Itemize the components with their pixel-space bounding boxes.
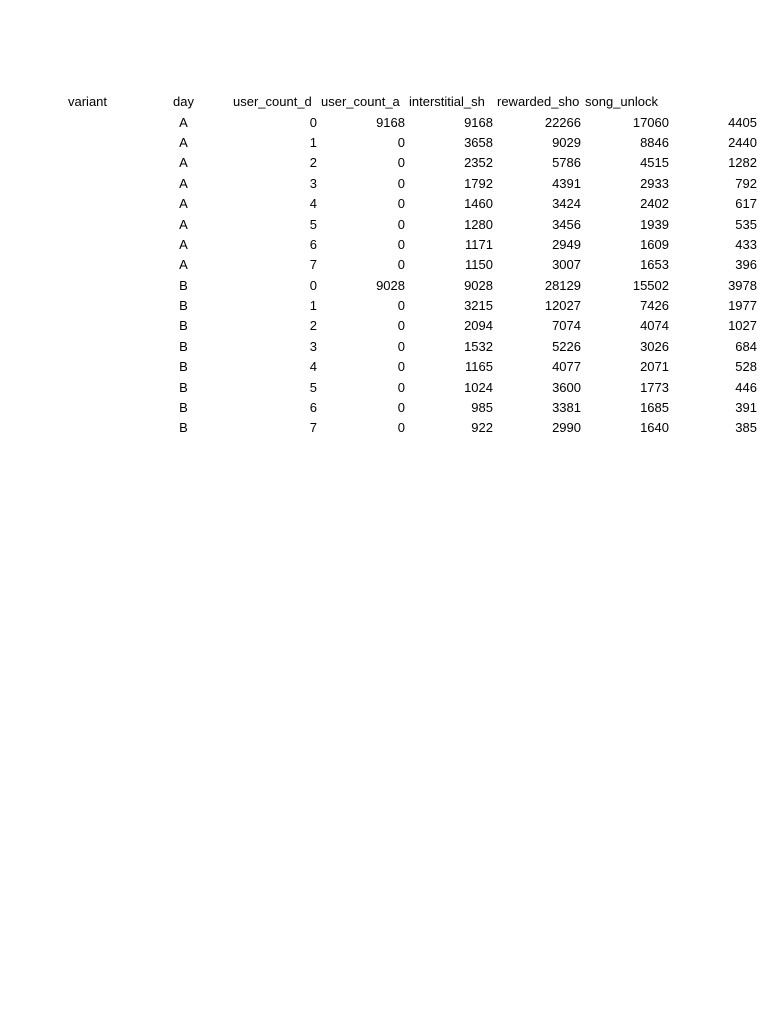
- cell-rewarded-sho: 15502: [632, 277, 669, 293]
- cell-user-count-d: 0: [397, 196, 405, 212]
- cell-user-count-a: 2094: [464, 318, 493, 334]
- cell-day: 0: [309, 277, 317, 293]
- table-row: [66, 235, 759, 255]
- table-row: [66, 418, 759, 438]
- cell-interstitial-sh: 3381: [552, 400, 581, 416]
- cell-song-unlock: 528: [735, 359, 757, 375]
- data-table: [66, 92, 759, 439]
- cell-day: 3: [309, 175, 317, 191]
- cell-rewarded-sho: 2402: [640, 196, 669, 212]
- cell-day: 1: [309, 298, 317, 314]
- table-row: [66, 377, 759, 397]
- cell-variant: B: [179, 420, 188, 436]
- cell-song-unlock: 4405: [728, 114, 757, 130]
- cell-rewarded-sho: 1640: [640, 420, 669, 436]
- cell-rewarded-sho: 1609: [640, 236, 669, 252]
- cell-song-unlock: 2440: [728, 134, 757, 150]
- header-song-unlock: song_unlock: [585, 94, 658, 110]
- empty-cell: [66, 337, 136, 357]
- table-row: [66, 112, 759, 132]
- empty-cell: [66, 377, 136, 397]
- cell-user-count-a: 1792: [464, 175, 493, 191]
- cell-user-count-a: 1171: [465, 236, 493, 252]
- empty-cell: [66, 316, 136, 336]
- cell-user-count-d: 0: [397, 318, 405, 334]
- cell-interstitial-sh: 22266: [544, 114, 581, 130]
- cell-user-count-d: 0: [397, 134, 405, 150]
- table-row: [66, 316, 759, 336]
- cell-rewarded-sho: 1653: [640, 257, 669, 273]
- cell-day: 0: [309, 114, 317, 130]
- cell-user-count-d: 0: [397, 400, 405, 416]
- cell-day: 7: [309, 420, 317, 436]
- cell-user-count-a: 2352: [464, 155, 493, 171]
- cell-variant: A: [179, 196, 188, 212]
- cell-user-count-a: 1280: [464, 216, 493, 232]
- cell-user-count-d: 9168: [376, 114, 405, 130]
- cell-interstitial-sh: 4077: [552, 359, 581, 375]
- cell-user-count-a: 9028: [464, 277, 493, 293]
- cell-interstitial-sh: 7074: [552, 318, 581, 334]
- cell-interstitial-sh: 5786: [552, 155, 581, 171]
- cell-variant: B: [179, 338, 188, 354]
- table-body: [66, 92, 759, 439]
- cell-song-unlock: 792: [735, 175, 757, 191]
- cell-variant: B: [179, 379, 188, 395]
- cell-user-count-a: 9168: [464, 114, 493, 130]
- header-variant: variant: [68, 94, 108, 110]
- empty-cell: [66, 214, 136, 234]
- cell-rewarded-sho: 4515: [640, 155, 669, 171]
- cell-day: 5: [309, 216, 317, 232]
- empty-cell: [66, 398, 136, 418]
- cell-user-count-a: 985: [471, 400, 493, 416]
- cell-user-count-a: 1532: [464, 338, 493, 354]
- cell-user-count-d: 0: [397, 420, 405, 436]
- cell-variant: B: [179, 318, 188, 334]
- cell-rewarded-sho: 4074: [640, 318, 669, 334]
- cell-day: 4: [309, 196, 317, 212]
- cell-variant: A: [179, 134, 188, 150]
- cell-variant: A: [179, 216, 188, 232]
- header-interstitial-sh: interstitial_sh: [409, 94, 485, 110]
- cell-rewarded-sho: 1773: [640, 379, 669, 395]
- cell-user-count-a: 1150: [465, 257, 493, 273]
- empty-cell: [66, 194, 136, 214]
- header-day: day: [173, 94, 194, 110]
- cell-day: 1: [309, 134, 317, 150]
- empty-cell: [66, 357, 136, 377]
- empty-cell: [671, 92, 759, 112]
- cell-user-count-a: 1024: [464, 379, 493, 395]
- cell-variant: B: [179, 400, 188, 416]
- spreadsheet-page: [66, 92, 759, 439]
- cell-user-count-d: 0: [397, 175, 405, 191]
- table-row: [66, 255, 759, 275]
- table-row: [66, 296, 759, 316]
- cell-interstitial-sh: 12027: [544, 298, 581, 314]
- cell-day: 2: [309, 155, 317, 171]
- cell-day: 6: [309, 400, 317, 416]
- cell-rewarded-sho: 2933: [640, 175, 669, 191]
- empty-cell: [66, 418, 136, 438]
- cell-song-unlock: 446: [735, 379, 757, 395]
- table-row: [66, 133, 759, 153]
- cell-rewarded-sho: 8846: [640, 134, 669, 150]
- cell-song-unlock: 1282: [728, 155, 757, 171]
- cell-song-unlock: 391: [735, 400, 757, 416]
- table-row: [66, 174, 759, 194]
- table-row: [66, 153, 759, 173]
- cell-user-count-d: 0: [397, 379, 405, 395]
- cell-song-unlock: 1977: [728, 298, 757, 314]
- cell-day: 5: [309, 379, 317, 395]
- cell-user-count-a: 3215: [464, 298, 493, 314]
- cell-interstitial-sh: 3424: [552, 196, 581, 212]
- cell-song-unlock: 617: [735, 196, 757, 212]
- cell-rewarded-sho: 2071: [640, 359, 669, 375]
- cell-interstitial-sh: 3007: [552, 257, 581, 273]
- cell-variant: A: [179, 257, 188, 273]
- header-rewarded-sho: rewarded_sho: [497, 94, 580, 110]
- cell-variant: A: [179, 175, 188, 191]
- table-row: [66, 357, 759, 377]
- cell-user-count-d: 0: [397, 359, 405, 375]
- cell-variant: B: [179, 359, 188, 375]
- cell-day: 4: [309, 359, 317, 375]
- cell-user-count-d: 9028: [376, 277, 405, 293]
- cell-user-count-a: 3658: [464, 134, 493, 150]
- cell-song-unlock: 396: [735, 257, 757, 273]
- table-row: [66, 276, 759, 296]
- cell-rewarded-sho: 17060: [632, 114, 669, 130]
- cell-day: 6: [309, 236, 317, 252]
- cell-user-count-d: 0: [397, 216, 405, 232]
- empty-cell: [66, 153, 136, 173]
- header-user-count-a: user_count_a: [321, 94, 400, 110]
- header-row: [66, 92, 759, 112]
- cell-interstitial-sh: 2990: [552, 420, 581, 436]
- cell-song-unlock: 3978: [728, 277, 757, 293]
- cell-interstitial-sh: 5226: [552, 338, 581, 354]
- cell-rewarded-sho: 1685: [640, 400, 669, 416]
- cell-variant: A: [179, 155, 188, 171]
- cell-user-count-a: 922: [471, 420, 493, 436]
- table-row: [66, 194, 759, 214]
- cell-song-unlock: 1027: [728, 318, 757, 334]
- cell-day: 3: [309, 338, 317, 354]
- cell-song-unlock: 684: [735, 338, 757, 354]
- cell-variant: A: [179, 236, 188, 252]
- cell-interstitial-sh: 2949: [552, 236, 581, 252]
- table-row: [66, 337, 759, 357]
- cell-user-count-d: 0: [397, 155, 405, 171]
- cell-user-count-a: 1460: [464, 196, 493, 212]
- cell-user-count-d: 0: [397, 298, 405, 314]
- cell-interstitial-sh: 3600: [552, 379, 581, 395]
- cell-day: 2: [309, 318, 317, 334]
- cell-interstitial-sh: 4391: [552, 175, 581, 191]
- cell-song-unlock: 385: [735, 420, 757, 436]
- empty-cell: [66, 235, 136, 255]
- empty-cell: [66, 255, 136, 275]
- cell-user-count-d: 0: [397, 236, 405, 252]
- empty-cell: [66, 174, 136, 194]
- table-row: [66, 214, 759, 234]
- empty-cell: [66, 112, 136, 132]
- cell-variant: A: [179, 114, 188, 130]
- cell-user-count-a: 1165: [465, 359, 493, 375]
- header-user-count-d: user_count_d: [233, 94, 312, 110]
- empty-cell: [66, 133, 136, 153]
- cell-song-unlock: 535: [735, 216, 757, 232]
- cell-rewarded-sho: 3026: [640, 338, 669, 354]
- cell-rewarded-sho: 1939: [640, 216, 669, 232]
- table-row: [66, 398, 759, 418]
- cell-user-count-d: 0: [397, 257, 405, 273]
- cell-variant: B: [179, 298, 188, 314]
- cell-user-count-d: 0: [397, 338, 405, 354]
- cell-song-unlock: 433: [735, 236, 757, 252]
- cell-interstitial-sh: 3456: [552, 216, 581, 232]
- cell-rewarded-sho: 7426: [640, 298, 669, 314]
- cell-variant: B: [179, 277, 188, 293]
- cell-day: 7: [309, 257, 317, 273]
- empty-cell: [66, 296, 136, 316]
- cell-interstitial-sh: 9029: [552, 134, 581, 150]
- empty-cell: [66, 276, 136, 296]
- cell-interstitial-sh: 28129: [544, 277, 581, 293]
